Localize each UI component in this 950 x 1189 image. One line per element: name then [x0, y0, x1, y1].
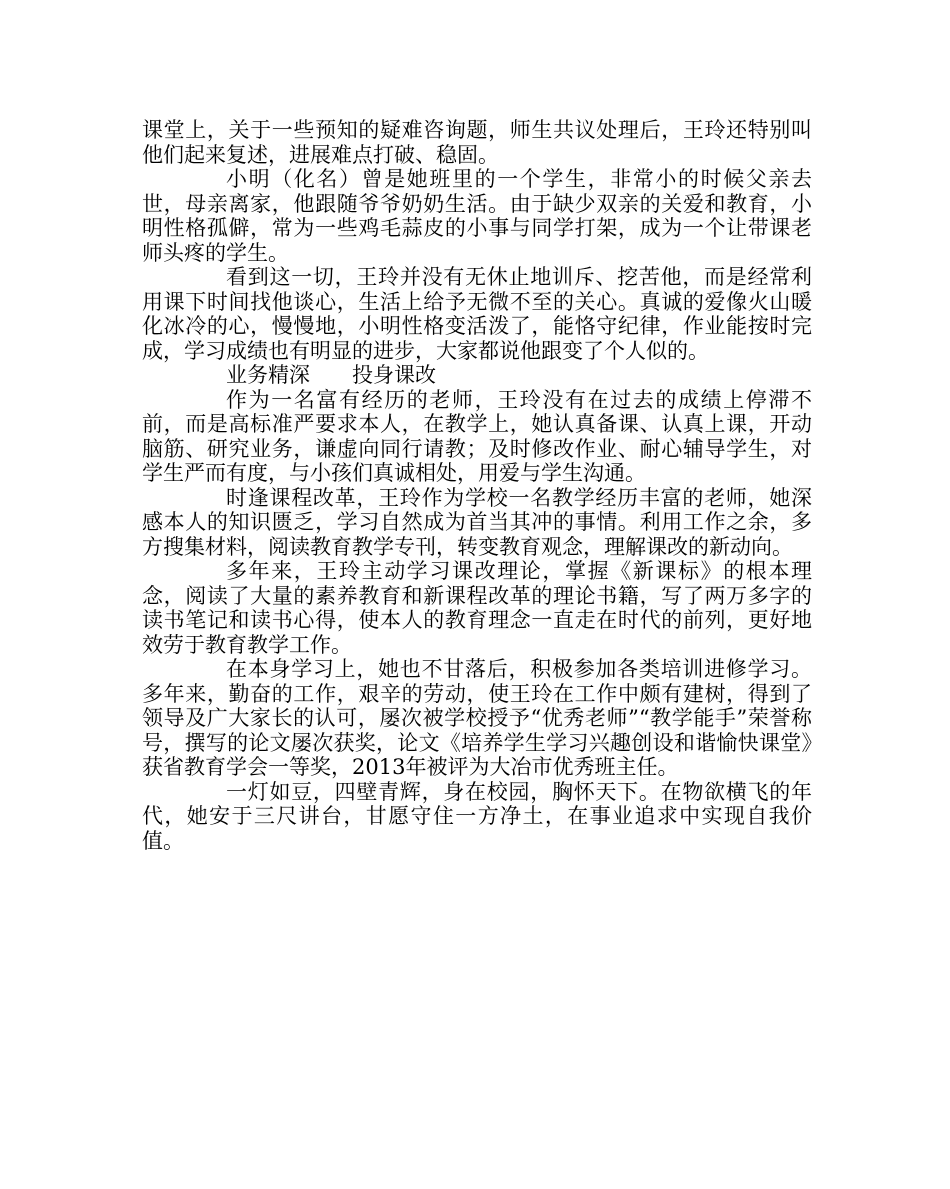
paragraph-teaching-work: 作为一名富有经历的老师，王玲没有在过去的成绩上停滞不前，而是高标准严要求本人，在教学上，她认真备课、认真上课，开动脑筋、研究业务，谦虚向同行请教；及时修改作业、耐心辅导学生，对学生严而有度，与小孩们真诚相处，用爱与学生沟通。 — [142, 387, 812, 485]
document-body — [142, 118, 812, 853]
paragraph-xiaoming-change: 看到这一切，王玲并没有无休止地训斥、挖苦他，而是经常利用课下时间找他谈心，生活上给予无微不至的关心。真诚的爱像火山暖化冰冷的心，慢慢地，小明性格变活泼了，能恪守纪律，作业能按时完成，学习成绩也有明显的进步，大家都说他跟变了个人似的。 — [142, 265, 812, 363]
paragraph-xiaoming-background: 小明（化名）曾是她班里的一个学生，非常小的时候父亲去世，母亲离家，他跟随爷爷奶奶生活。由于缺少双亲的关爱和教育，小明性格孤僻，常为一些鸡毛蒜皮的小事与同学打架，成为一个让带课老师头疼的学生。 — [142, 167, 812, 265]
paragraph-closing: 一灯如豆，四壁青辉，身在校园，胸怀天下。在物欲横飞的年代，她安于三尺讲台，甘愿守住一方净土，在事业追求中实现自我价值。 — [142, 779, 812, 853]
paragraph-curriculum-reform: 时逢课程改革，王玲作为学校一名教学经历丰富的老师，她深感本人的知识匮乏，学习自然成为首当其冲的事情。利用工作之余，多方搜集材料，阅读教育教学专刊，转变教育观念，理解课改的新动向。 — [142, 485, 812, 559]
paragraph-classroom-review: 课堂上，关于一些预知的疑难咨询题，师生共议处理后，王玲还特别叫他们起来复述，进展难点打破、稳固。 — [142, 118, 812, 167]
section-heading: 业务精深 投身课改 — [226, 363, 436, 387]
paragraph-achievements: 在本身学习上，她也不甘落后，积极参加各类培训进修学习。多年来，勤奋的工作，艰辛的劳动，使王玲在工作中颇有建树，得到了领导及广大家长的认可，屡次被学校授予“优秀老师”“教学能手”荣誉称号，撰写的论文屡次获奖，论文《培养学生学习兴趣创设和谐愉快课堂》获省教育学会一等奖，2013年被评为大冶市优秀班主任。 — [142, 657, 812, 779]
paragraph-study-theory: 多年来，王玲主动学习课改理论，掌握《新课标》的根本理念，阅读了大量的素养教育和新课程改革的理论书籍，写了两万多字的读书笔记和读书心得，使本人的教育理念一直走在时代的前列，更好地效劳于教育教学工作。 — [142, 559, 812, 657]
